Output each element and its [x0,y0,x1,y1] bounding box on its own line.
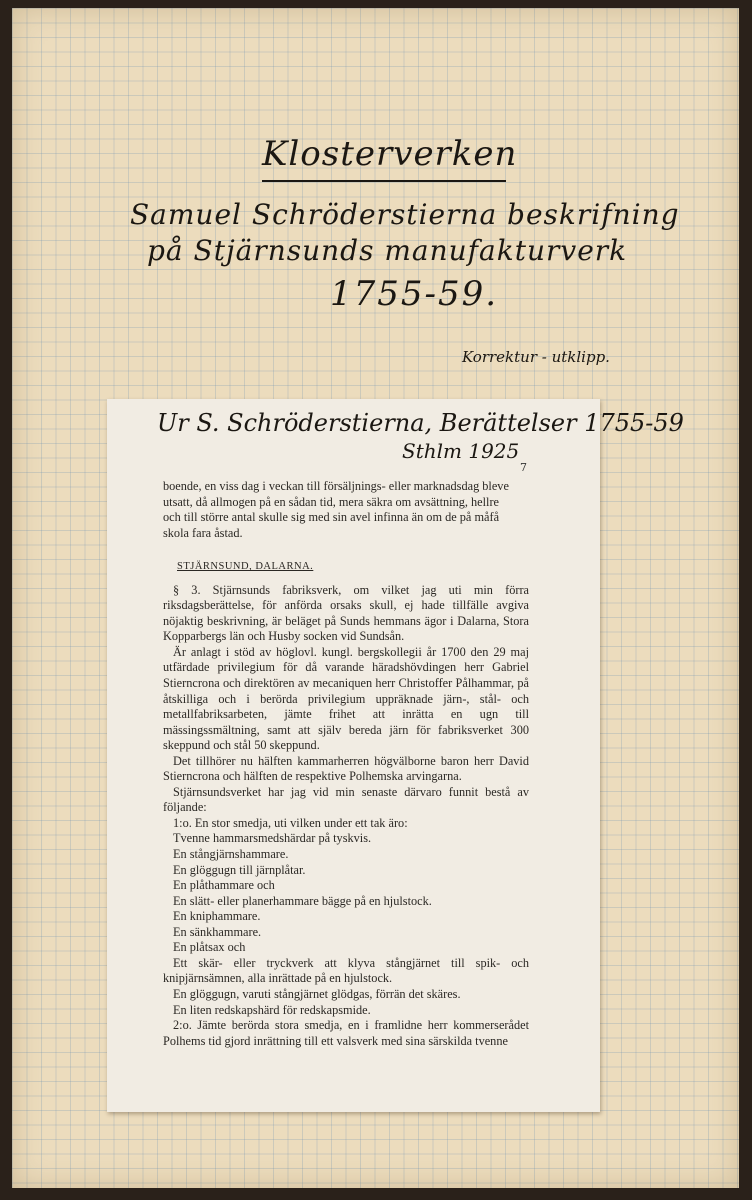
paragraph: Stjärnsundsverket har jag vid min senaste därvaro funnit bestå av följande: [163,784,529,815]
handwritten-subtitle-line2: på Stjärnsunds manufakturverk [147,234,628,267]
intro-line: och till större antal skulle sig med sin avel infinna än om de på måfå [163,510,500,525]
intro-line: utsatt, då allmogen på en sådan tid, mera säkra om avsättning, hellre [163,494,500,509]
clipping-source-line2: Sthlm 1925 [402,439,520,463]
intro-line: boende, en viss dag i veckan till försäljnings- eller marknadsdag bleve [163,479,509,493]
list-item: En plåtsax och [173,940,246,955]
handwritten-note: Korrektur - utklipp. [462,348,610,366]
document-sheet [12,8,739,1188]
list-item: Ett skär- eller tryckverk att klyva stångjärnet till spik- och knipjärnsämnen, alla inrättade på en hjulstock. [163,955,529,986]
page-number: 7 [520,461,527,474]
list-item: En sänkhammare. [173,924,262,939]
list-item: En liten redskapshärd för redskapsmide. [173,1002,371,1017]
handwritten-subtitle-line1: Samuel Schröderstierna beskrifning [130,198,680,231]
list-item: Tvenne hammarsmedshärdar på tyskvis. [173,831,372,846]
intro-line: skola fara åstad. [163,525,243,540]
list-item: 1:o. En stor smedja, uti vilken under ett tak äro: [173,815,408,830]
clipping-body [163,479,529,1049]
list-item: En glöggugn till järnplåtar. [173,862,306,877]
paragraph: 2:o. Jämte berörda stora smedja, en i framlidne herr kommerserådet Polhems tid gjord inrättning till ett valsverk med sina särskilda tvenne [163,1018,529,1048]
section-heading: STJÄRNSUND, DALARNA. [177,561,314,573]
list-item: En glöggugn, varuti stångjärnet glödgas, förrän det skäres. [173,986,461,1001]
handwritten-years: 1755-59. [330,274,499,314]
list-item: En plåthammare och [173,878,275,893]
newspaper-clipping [107,399,684,1112]
paragraph: Det tillhörer nu hälften kammarherren högvälborne baron herr David Stierncrona och hälften de respektive Polhemska arvingarna. [163,753,529,784]
list-item: En stångjärnshammare. [173,847,289,862]
paragraph: Är anlagt i stöd av höglovl. kungl. bergskollegii år 1700 den 29 maj utfärdade privilegium för då varande häradshövdingen herr Gabriel Stierncrona och direktören av mecaniquen herr Christoffer Pålhammar, på åtskilliga och i berörda privilegium uppräknade järn-, stål- och metallfabriksarbeten, jämte frihet att inrätta en ugn till mässingssmältning, samt att själv bereda järn för fabriksverket 300 skeppund och stål 50 skeppund. [163,644,529,753]
list-item: En kniphammare. [173,909,261,924]
list-item: En slätt- eller planerhammare bägge på en hjulstock. [173,893,432,908]
clipping-source-line1: Ur S. Schröderstierna, Berättelser 1755-59 [157,409,684,437]
handwritten-title: Klosterverken [262,134,518,174]
title-underline [262,180,506,182]
paragraph: § 3. Stjärnsunds fabriksverk, om vilket jag uti min förra riksdagsberättelse, för anförda orsaks skull, ej hade tillfälle avgiva nöjaktig beskrivning, är beläget på Sunds hemmans ägor i Dalarna, Stora Kopparbergs län och Husby socken vid Sundsån. [163,582,529,644]
